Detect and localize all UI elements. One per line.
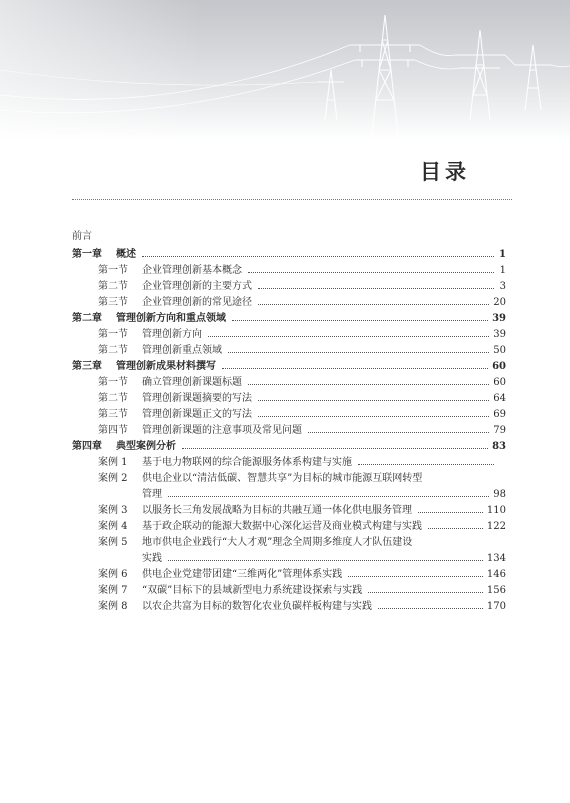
toc-case-entry[interactable] bbox=[72, 583, 506, 599]
toc-entry-title: 企业管理创新的常见途径 bbox=[142, 297, 252, 308]
toc-entry-number: 案例 3 bbox=[98, 505, 128, 516]
toc-entry-number: 第一节 bbox=[98, 329, 128, 340]
toc-section-entry[interactable] bbox=[72, 375, 506, 391]
toc-entry-title: 企业管理创新基本概念 bbox=[142, 265, 242, 276]
toc-entry-label bbox=[98, 519, 422, 535]
toc-leader-dots bbox=[308, 432, 489, 433]
toc-entries bbox=[72, 247, 506, 615]
toc-entry-label bbox=[72, 359, 216, 375]
toc-leader-dots bbox=[248, 384, 489, 385]
toc-leader-dots bbox=[258, 416, 489, 417]
toc-section-entry[interactable] bbox=[72, 327, 506, 343]
toc-entry-number: 第二节 bbox=[98, 281, 128, 292]
toc-page-number: 110 bbox=[486, 505, 506, 516]
toc-entry-title: 基于电力物联网的综合能源服务体系构建与实施 bbox=[142, 457, 352, 468]
toc-entry-title: 管理创新方向和重点领域 bbox=[116, 313, 226, 324]
toc-entry-title: 管理创新成果材料撰写 bbox=[116, 361, 216, 372]
toc-entry-number: 案例 2 bbox=[98, 473, 128, 484]
toc-case-entry[interactable] bbox=[72, 599, 506, 615]
toc-leader-dots bbox=[222, 368, 488, 369]
toc-entry-title: 以农企共富为目标的数智化农业负碳样板构建与实践 bbox=[142, 601, 372, 612]
toc-entry-number: 第三节 bbox=[98, 297, 128, 308]
toc-entry-label bbox=[98, 583, 362, 599]
toc-page-number: 98 bbox=[493, 489, 506, 500]
header-banner bbox=[0, 0, 570, 140]
toc-preface[interactable]: 前言 bbox=[72, 231, 92, 242]
toc-entry-label bbox=[72, 311, 226, 327]
toc-entry-label bbox=[98, 535, 412, 551]
toc-page-number: 20 bbox=[493, 297, 506, 308]
toc-entry-label bbox=[72, 247, 136, 263]
toc-leader-dots bbox=[248, 272, 494, 273]
toc-page-number: 3 bbox=[499, 281, 506, 292]
toc-leader-dots bbox=[348, 576, 483, 577]
toc-case-entry[interactable] bbox=[72, 455, 506, 471]
toc-entry-number: 案例 5 bbox=[98, 537, 128, 548]
toc-case-entry[interactable] bbox=[72, 503, 506, 519]
toc-entry-title: 供电企业以“清洁低碳、智慧共享”为目标的城市能源互联网转型 bbox=[142, 473, 423, 484]
toc-entry-title: 管理创新课题摘要的写法 bbox=[142, 393, 252, 404]
toc-entry-title: 确立管理创新课题标题 bbox=[142, 377, 242, 388]
toc-entry-title: 典型案例分析 bbox=[116, 441, 176, 452]
toc-leader-dots bbox=[232, 320, 488, 321]
toc-entry-label bbox=[98, 455, 352, 471]
toc-leader-dots bbox=[368, 592, 483, 593]
toc-entry-label bbox=[98, 391, 252, 407]
toc-entry-number: 第二章 bbox=[72, 313, 102, 324]
toc-page-number: 156 bbox=[486, 585, 506, 596]
toc-entry-label bbox=[98, 407, 252, 423]
toc-page-number: 50 bbox=[493, 345, 506, 356]
toc-section-entry[interactable] bbox=[72, 279, 506, 295]
toc-entry-number: 案例 7 bbox=[98, 585, 128, 596]
toc-page-number: 170 bbox=[486, 601, 506, 612]
toc-page-number: 64 bbox=[493, 393, 506, 404]
toc-leader-dots bbox=[228, 352, 489, 353]
toc-page-number: 60 bbox=[493, 377, 506, 388]
toc-entry-label bbox=[98, 343, 222, 359]
toc-entry-number: 案例 1 bbox=[98, 457, 128, 468]
toc-leader-dots bbox=[358, 464, 494, 465]
toc-entry-title: 供电企业党建带团建“三维两化”管理体系实践 bbox=[142, 569, 343, 580]
toc-leader-dots bbox=[142, 256, 494, 257]
toc-leader-dots bbox=[378, 608, 483, 609]
toc-entry-number: 第一章 bbox=[72, 249, 102, 260]
toc-section-entry[interactable] bbox=[72, 423, 506, 439]
page-title: 目录 bbox=[420, 160, 470, 184]
toc-page-number: 1 bbox=[499, 265, 506, 276]
toc-entry-number: 第四章 bbox=[72, 441, 102, 452]
toc-leader-dots bbox=[168, 496, 489, 497]
toc-entry-title: 基于政企联动的能源大数据中心深化运营及商业模式构建与实践 bbox=[142, 521, 422, 532]
title-divider bbox=[72, 199, 512, 200]
toc-page-number: 122 bbox=[486, 521, 506, 532]
toc-leader-dots bbox=[418, 512, 483, 513]
toc-section-entry[interactable] bbox=[72, 343, 506, 359]
toc-entry-title: 管理创新方向 bbox=[142, 329, 202, 340]
toc-entry-number: 案例 8 bbox=[98, 601, 128, 612]
toc-entry-label bbox=[98, 567, 342, 583]
toc-entry-label bbox=[98, 471, 422, 487]
toc-section-entry[interactable] bbox=[72, 263, 506, 279]
toc-entry-number: 第一节 bbox=[98, 265, 128, 276]
table-of-contents bbox=[72, 229, 506, 615]
toc-case-entry[interactable] bbox=[72, 567, 506, 583]
toc-entry-number: 第四节 bbox=[98, 425, 128, 436]
toc-page-number: 60 bbox=[492, 361, 506, 372]
toc-chapter-entry[interactable] bbox=[72, 311, 506, 327]
toc-page-number: 83 bbox=[492, 441, 506, 452]
toc-page-number: 39 bbox=[492, 313, 506, 324]
toc-entry-title: 地市供电企业践行“大人才观”理念全周期多维度人才队伍建设 bbox=[142, 537, 413, 548]
toc-entry-title: 管理创新重点领域 bbox=[142, 345, 222, 356]
toc-case-entry[interactable] bbox=[72, 519, 506, 535]
toc-entry-title: 概述 bbox=[116, 249, 136, 260]
toc-leader-dots bbox=[258, 288, 494, 289]
toc-entry-label bbox=[72, 439, 176, 455]
toc-entry-number: 第三节 bbox=[98, 409, 128, 420]
toc-entry-label bbox=[98, 327, 202, 343]
toc-case-entry[interactable] bbox=[72, 471, 506, 503]
toc-entry-number: 第一节 bbox=[98, 377, 128, 388]
toc-entry-label bbox=[98, 423, 302, 439]
toc-chapter-entry[interactable] bbox=[72, 247, 506, 263]
toc-page-number: 1 bbox=[499, 249, 506, 260]
toc-entry-label bbox=[98, 375, 242, 391]
toc-chapter-entry[interactable] bbox=[72, 439, 506, 455]
toc-leader-dots bbox=[182, 448, 488, 449]
toc-entry-label bbox=[98, 599, 372, 615]
toc-entry-number: 第二节 bbox=[98, 393, 128, 404]
toc-page-number: 146 bbox=[486, 569, 506, 580]
toc-entry-label bbox=[98, 263, 242, 279]
toc-section-entry[interactable] bbox=[72, 407, 506, 423]
toc-page-number: 79 bbox=[493, 425, 506, 436]
toc-section-entry[interactable] bbox=[72, 391, 506, 407]
toc-entry-number: 第二节 bbox=[98, 345, 128, 356]
toc-entry-title-continued: 管理 bbox=[142, 489, 162, 500]
toc-entry-title: 以服务长三角发展战略为目标的共融互通一体化供电服务管理 bbox=[142, 505, 412, 516]
toc-entry-label bbox=[98, 503, 412, 519]
toc-entry-label bbox=[98, 279, 252, 295]
toc-page-number: 39 bbox=[493, 329, 506, 340]
toc-leader-dots bbox=[258, 304, 489, 305]
toc-leader-dots bbox=[258, 400, 489, 401]
toc-entry-title: 管理创新课题的注意事项及常见问题 bbox=[142, 425, 302, 436]
toc-chapter-entry[interactable] bbox=[72, 359, 506, 375]
toc-entry-title: 管理创新课题正文的写法 bbox=[142, 409, 252, 420]
toc-section-entry[interactable] bbox=[72, 295, 506, 311]
toc-leader-dots bbox=[168, 560, 483, 561]
toc-entry-number: 案例 4 bbox=[98, 521, 128, 532]
toc-entry-title: 企业管理创新的主要方式 bbox=[142, 281, 252, 292]
toc-entry-title-continued: 实践 bbox=[142, 553, 162, 564]
toc-leader-dots bbox=[208, 336, 489, 337]
toc-page-number: 134 bbox=[486, 553, 506, 564]
toc-entry-number: 第三章 bbox=[72, 361, 102, 372]
toc-entry-title: “双碳”目标下的县域新型电力系统建设探索与实践 bbox=[142, 585, 363, 596]
toc-entry-label bbox=[98, 295, 252, 311]
toc-page-number: 69 bbox=[493, 409, 506, 420]
toc-case-entry[interactable] bbox=[72, 535, 506, 567]
toc-leader-dots bbox=[428, 528, 483, 529]
toc-entry-number: 案例 6 bbox=[98, 569, 128, 580]
